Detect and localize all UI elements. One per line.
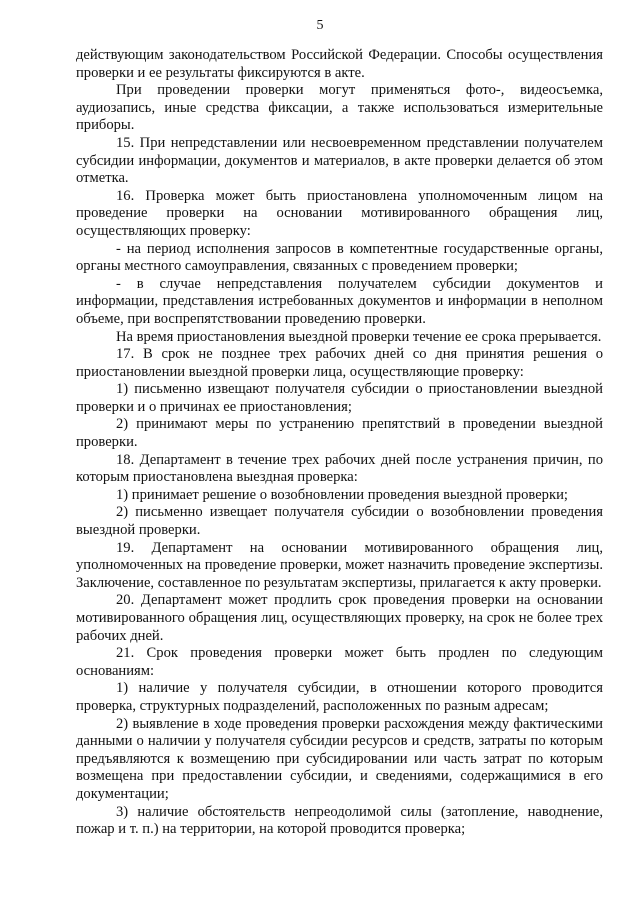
paragraph: 18. Департамент в течение трех рабочих дней после устранения причин, по которым приостановлена выездная проверка: bbox=[76, 451, 603, 486]
paragraph: - в случае непредставления получателем субсидии документов и информации, представления истребованных документов и информации в неполном объеме, при воспрепятствовании проведению проверки. bbox=[76, 275, 603, 327]
paragraph: 16. Проверка может быть приостановлена уполномоченным лицом на проведение проверки на основании мотивированного обращения лиц, осуществляющих проверку: bbox=[76, 187, 603, 239]
paragraph: 1) наличие у получателя субсидии, в отношении которого проводится проверка, структурных подразделений, расположенных по разным адресам; bbox=[76, 680, 603, 714]
paragraph: 15. При непредставлении или несвоевременном представлении получателем субсидии информации, документов и материалов, в акте проверки делается об этом отметка. bbox=[76, 134, 603, 187]
paragraph: 3) наличие обстоятельств непреодолимой силы (затопление, наводнение, пожар и т. п.) на территории, на которой проводится проверка; bbox=[76, 803, 603, 838]
paragraph: 21. Срок проведения проверки может быть продлен по следующим основаниям: bbox=[76, 645, 603, 679]
paragraph: действующим законодательством Российской Федерации. Способы осуществления проверки и ее результаты фиксируются в акте. bbox=[76, 47, 603, 81]
paragraph: - на период исполнения запросов в компетентные государственные органы, органы местного самоуправления, связанных с проведением проверки; bbox=[76, 240, 603, 275]
paragraph: При проведении проверки могут применяться фото-, видеосъемка, аудиозапись, иные средства фиксации, а также использоваться измерительные приборы. bbox=[76, 82, 603, 134]
paragraph: На время приостановления выездной проверки течение ее срока прерывается. bbox=[116, 328, 602, 345]
paragraph: 1) принимает решение о возобновлении проведения выездной проверки; bbox=[116, 486, 568, 503]
document-body bbox=[76, 47, 603, 839]
paragraph: 19. Департамент на основании мотивированного обращения лиц, уполномоченных на проведение проверки, может назначить проведение экспертизы. Заключение, составленное по результатам экспертизы, прилагается к акту проверки. bbox=[76, 539, 603, 591]
paragraph: 17. В срок не позднее трех рабочих дней со дня принятия решения о приостановлении выездной проверки лица, осуществляющие проверку: bbox=[76, 346, 603, 380]
paragraph: 1) письменно извещают получателя субсидии о приостановлении выездной проверки и о причинах ее приостановления; bbox=[76, 381, 603, 415]
page-number: 5 bbox=[316, 18, 324, 33]
paragraph: 2) принимают меры по устранению препятствий в проведении выездной проверки. bbox=[76, 416, 603, 451]
paragraph: 2) выявление в ходе проведения проверки расхождения между фактическими данными о наличии у получателя субсидии ресурсов и средств, затраты по которым предъявляются к возмещению при субсидировании или часть затрат по которым возмещена при предоставлении субсидии, и сведениями, содержащимися в его документации; bbox=[76, 715, 603, 802]
paragraph: 2) письменно извещает получателя субсидии о возобновлении проведения выездной проверки. bbox=[76, 504, 603, 539]
paragraph: 20. Департамент может продлить срок проведения проверки на основании мотивированного обращения лиц, осуществляющих проверку, на срок не более трех рабочих дней. bbox=[76, 592, 603, 644]
